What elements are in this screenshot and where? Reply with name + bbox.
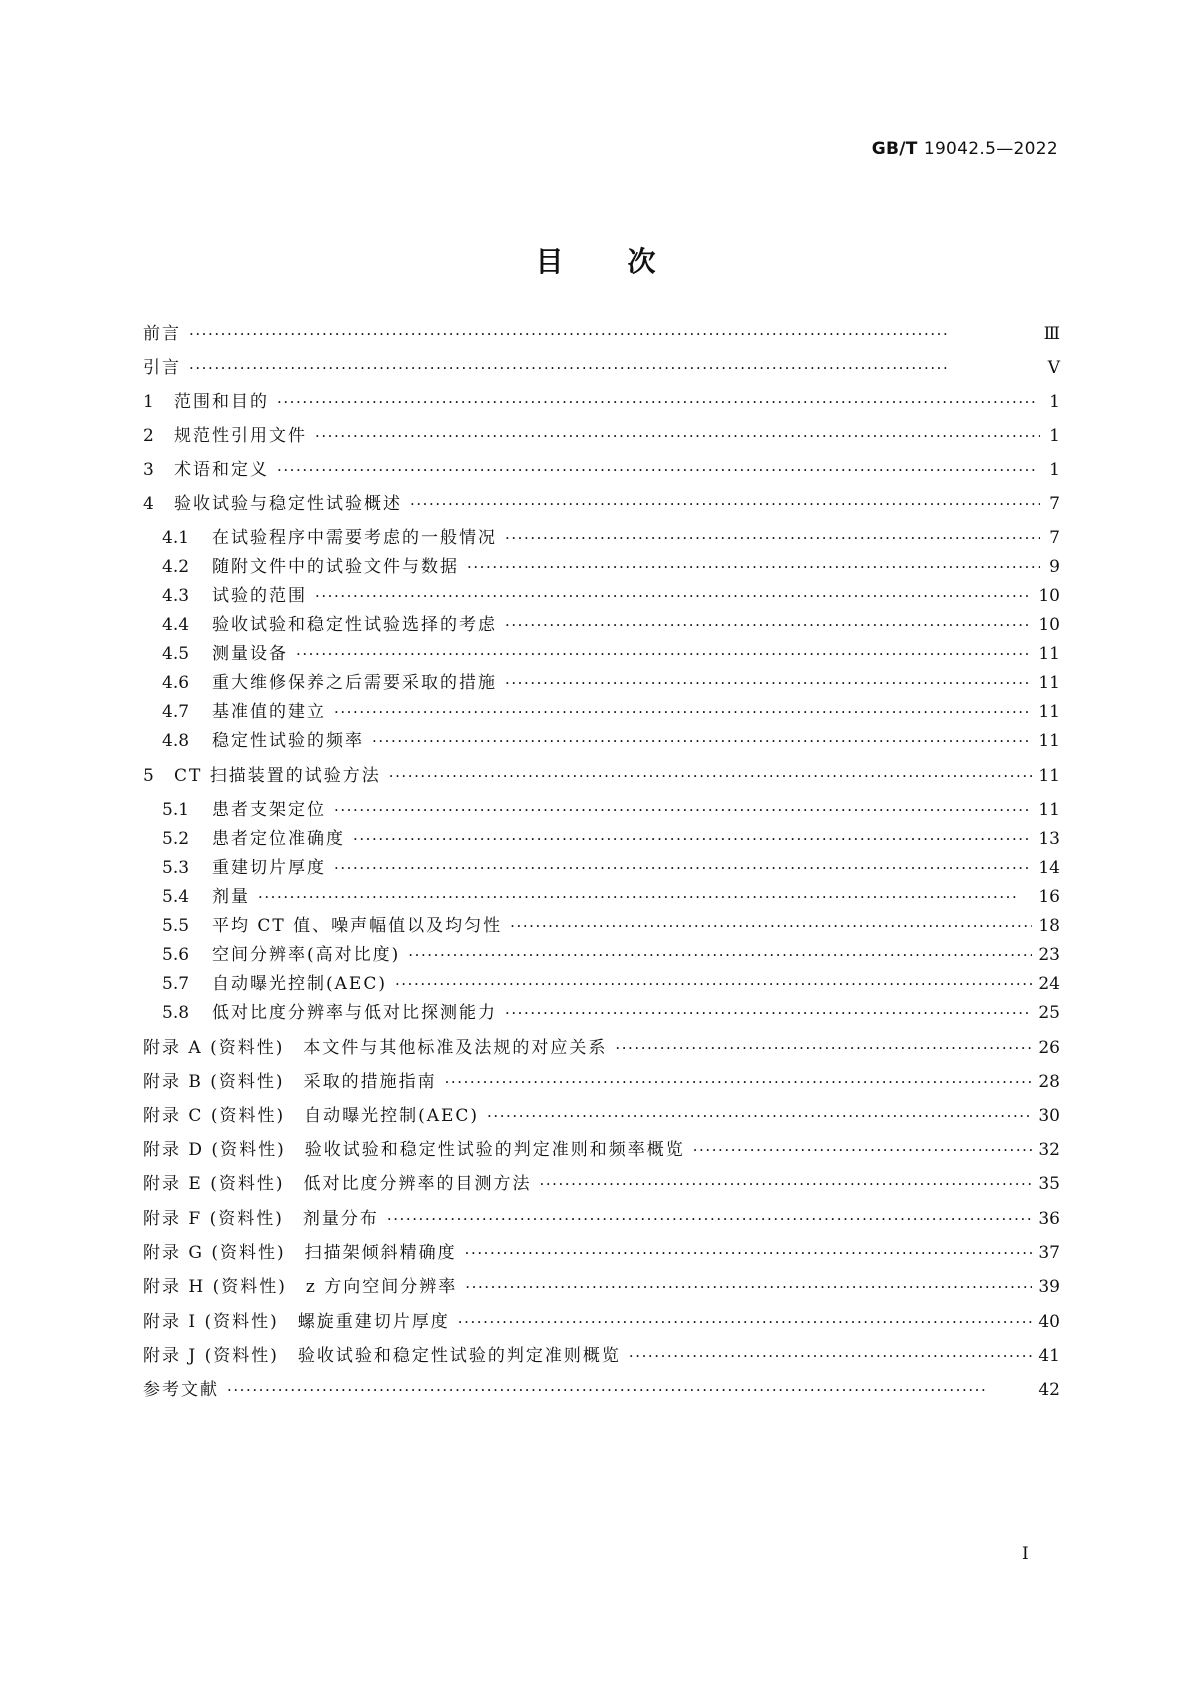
toc-entry-number: 5.4 <box>162 887 190 907</box>
toc-entry-number: 5.6 <box>162 945 190 965</box>
dot-leader <box>410 492 1040 516</box>
dot-leader <box>189 322 1038 346</box>
toc-entry-label: 附录 A (资料性) 本文件与其他标准及法规的对应关系 <box>143 1038 608 1058</box>
toc-entry-label: 空间分辨率(高对比度) <box>212 945 401 965</box>
toc-entry-number: 4.7 <box>162 702 190 722</box>
toc-entry-page: 7 <box>1049 494 1060 514</box>
dot-leader <box>487 1104 1032 1128</box>
toc-entry-label: 患者定位准确度 <box>212 829 345 849</box>
dot-leader <box>465 1275 1032 1299</box>
toc-entry-label: 附录 D (资料性) 验收试验和稳定性试验的判定准则和频率概览 <box>143 1140 685 1160</box>
toc-entry-label: 稳定性试验的频率 <box>212 731 364 751</box>
toc-entry-label: 随附文件中的试验文件与数据 <box>212 557 459 577</box>
toc-entry[interactable] <box>143 1308 1060 1334</box>
toc-entry-number: 5.1 <box>162 800 190 820</box>
toc-entry-page: 13 <box>1038 829 1060 849</box>
toc-entry[interactable] <box>143 1376 1060 1402</box>
toc-entry-label: 附录 I (资料性) 螺旋重建切片厚度 <box>143 1312 450 1332</box>
toc-entry-page: 11 <box>1038 673 1060 693</box>
toc-entry-page: 40 <box>1038 1312 1060 1332</box>
dot-leader <box>372 729 1032 753</box>
toc-entry-number: 5.5 <box>162 916 190 936</box>
dot-leader <box>296 642 1032 666</box>
standard-prefix: GB/T <box>871 139 918 159</box>
dot-leader <box>277 390 1040 414</box>
dot-leader <box>458 1310 1033 1334</box>
dot-leader <box>629 1344 1032 1368</box>
toc-entry-number: 4.4 <box>162 615 190 635</box>
toc-entry-label: 试验的范围 <box>212 586 307 606</box>
toc-entry[interactable] <box>162 912 1060 938</box>
toc-entry-number: 5.8 <box>162 1003 190 1023</box>
standard-number: 19042.5—2022 <box>923 139 1058 159</box>
toc-entry[interactable] <box>162 999 1060 1025</box>
toc-entry-page: 10 <box>1038 615 1060 635</box>
page-number: I <box>1022 1544 1029 1564</box>
toc-entry-number: 2 <box>143 426 154 446</box>
toc-entry-number: 5.3 <box>162 858 190 878</box>
toc-entry-label: 附录 E (资料性) 低对比度分辨率的目测方法 <box>143 1174 532 1194</box>
dot-leader <box>277 458 1040 482</box>
toc-entry[interactable] <box>143 762 1060 788</box>
toc-entry-label: 重大维修保养之后需要采取的措施 <box>212 673 497 693</box>
toc-entry-number: 4 <box>143 494 154 514</box>
toc-entry-page: 36 <box>1038 1209 1060 1229</box>
toc-entry-page: 11 <box>1038 702 1060 722</box>
toc-entry[interactable] <box>143 354 1060 380</box>
toc-entry-page: 16 <box>1038 887 1060 907</box>
dot-leader <box>408 943 1032 967</box>
standard-code <box>872 139 1058 159</box>
dot-leader <box>315 424 1040 448</box>
toc-entry[interactable] <box>162 825 1060 851</box>
toc-entry[interactable] <box>162 883 1060 909</box>
dot-leader <box>334 856 1032 880</box>
toc-entry-number: 5.2 <box>162 829 190 849</box>
toc-entry-number: 4.5 <box>162 644 190 664</box>
toc-entry[interactable] <box>143 1170 1060 1196</box>
toc-entry[interactable] <box>143 456 1060 482</box>
toc-entry-page: 32 <box>1038 1140 1060 1160</box>
toc-entry-label: 自动曝光控制(AEC) <box>212 974 387 994</box>
dot-leader <box>334 798 1032 822</box>
toc-entry[interactable] <box>143 422 1060 448</box>
toc-entry-label: 附录 F (资料性) 剂量分布 <box>143 1209 379 1229</box>
toc-entry-label: 引言 <box>143 358 181 378</box>
dot-leader <box>395 972 1032 996</box>
toc-entry[interactable] <box>143 1239 1060 1265</box>
toc-entry-number: 5 <box>143 766 154 786</box>
toc-entry-label: 在试验程序中需要考虑的一般情况 <box>212 528 497 548</box>
toc-entry[interactable] <box>162 669 1060 695</box>
toc-entry-label: 测量设备 <box>212 644 288 664</box>
toc-entry-label: 参考文献 <box>143 1380 219 1400</box>
toc-entry-page: 25 <box>1038 1003 1060 1023</box>
toc-entry[interactable] <box>162 611 1060 637</box>
dot-leader <box>510 914 1032 938</box>
toc-entry-page: Ⅲ <box>1043 324 1060 344</box>
toc-entry[interactable] <box>162 553 1060 579</box>
toc-entry-page: 1 <box>1049 392 1060 412</box>
toc-entry-page: 28 <box>1038 1072 1060 1092</box>
toc-entry-label: 低对比度分辨率与低对比探测能力 <box>212 1003 497 1023</box>
toc-entry[interactable] <box>143 490 1060 516</box>
toc-entry[interactable] <box>162 640 1060 666</box>
toc-entry-page: 39 <box>1038 1277 1060 1297</box>
toc-entry-label: 重建切片厚度 <box>212 858 326 878</box>
toc-entry-page: 26 <box>1038 1038 1060 1058</box>
toc-entry[interactable] <box>143 1068 1060 1094</box>
toc-entry-page: 35 <box>1038 1174 1060 1194</box>
toc-entry-label: 验收试验和稳定性试验选择的考虑 <box>212 615 497 635</box>
toc-entry-page: Ⅴ <box>1047 358 1060 378</box>
toc-entry-number: 4.6 <box>162 673 190 693</box>
dot-leader <box>465 1241 1033 1265</box>
toc-entry[interactable] <box>162 941 1060 967</box>
toc-entry[interactable] <box>162 796 1060 822</box>
toc-entry-page: 11 <box>1038 800 1060 820</box>
toc-entry-label: 附录 G (资料性) 扫描架倾斜精确度 <box>143 1243 457 1263</box>
dot-leader <box>353 827 1032 851</box>
toc-entry[interactable] <box>162 698 1060 724</box>
dot-leader <box>505 526 1040 550</box>
toc-entry-page: 37 <box>1038 1243 1060 1263</box>
toc-entry-number: 4.8 <box>162 731 190 751</box>
dot-leader <box>505 1001 1032 1025</box>
toc-entry-page: 10 <box>1038 586 1060 606</box>
page-title: 目次 <box>535 245 720 278</box>
toc-entry[interactable] <box>143 1342 1060 1368</box>
dot-leader <box>315 584 1032 608</box>
toc-entry-page: 18 <box>1038 916 1060 936</box>
toc-entry-page: 14 <box>1038 858 1060 878</box>
toc-entry-page: 11 <box>1038 766 1060 786</box>
toc-entry-page: 42 <box>1038 1380 1060 1400</box>
dot-leader <box>615 1036 1032 1060</box>
toc-entry-page: 1 <box>1049 426 1060 446</box>
toc-entry[interactable] <box>162 854 1060 880</box>
toc-entry-number: 4.1 <box>162 528 190 548</box>
dot-leader <box>334 700 1032 724</box>
toc-entry[interactable] <box>143 388 1060 414</box>
toc-entry-number: 4.2 <box>162 557 190 577</box>
toc-entry-label: 附录 J (资料性) 验收试验和稳定性试验的判定准则概览 <box>143 1346 621 1366</box>
toc-entry[interactable] <box>143 1205 1060 1231</box>
dot-leader <box>505 671 1032 695</box>
dot-leader <box>467 555 1040 579</box>
toc-entry[interactable] <box>162 727 1060 753</box>
toc-entry[interactable] <box>162 524 1060 550</box>
toc-entry-label: CT 扫描装置的试验方法 <box>174 766 381 786</box>
toc-entry-number: 5.7 <box>162 974 190 994</box>
toc-entry-page: 30 <box>1038 1106 1060 1126</box>
toc-entry[interactable] <box>143 1273 1060 1299</box>
toc-entry-label: 术语和定义 <box>174 460 269 480</box>
toc-entry[interactable] <box>143 320 1060 346</box>
toc-entry-page: 23 <box>1038 945 1060 965</box>
toc-entry-label: 剂量 <box>212 887 250 907</box>
toc-entry-label: 规范性引用文件 <box>174 426 307 446</box>
dot-leader <box>693 1138 1033 1162</box>
dot-leader <box>227 1378 1032 1402</box>
toc-entry-page: 9 <box>1049 557 1060 577</box>
toc-entry-page: 24 <box>1038 974 1060 994</box>
toc-entry-page: 41 <box>1038 1346 1060 1366</box>
toc-entry-label: 患者支架定位 <box>212 800 326 820</box>
toc-entry-label: 附录 C (资料性) 自动曝光控制(AEC) <box>143 1106 480 1126</box>
dot-leader <box>445 1070 1033 1094</box>
toc-entry-label: 前言 <box>143 324 181 344</box>
dot-leader <box>505 613 1032 637</box>
toc-entry-page: 11 <box>1038 731 1060 751</box>
toc-entry[interactable] <box>143 1136 1060 1162</box>
toc-entry-page: 11 <box>1038 644 1060 664</box>
dot-leader <box>539 1172 1032 1196</box>
toc-entry-label: 附录 B (资料性) 采取的措施指南 <box>143 1072 437 1092</box>
toc-entry-label: 范围和目的 <box>174 392 269 412</box>
toc-entry-label: 基准值的建立 <box>212 702 326 722</box>
toc-entry-page: 7 <box>1049 528 1060 548</box>
toc-entry-number: 3 <box>143 460 154 480</box>
dot-leader <box>389 764 1033 788</box>
toc-entry-number: 4.3 <box>162 586 190 606</box>
toc-entry[interactable] <box>162 582 1060 608</box>
toc-entry-label: 平均 CT 值、噪声幅值以及均匀性 <box>212 916 503 936</box>
dot-leader <box>189 356 1040 380</box>
toc-entry[interactable] <box>143 1034 1060 1060</box>
dot-leader <box>258 885 1032 909</box>
toc-entry-label: 验收试验与稳定性试验概述 <box>174 494 402 514</box>
toc-entry[interactable] <box>143 1102 1060 1128</box>
toc-entry[interactable] <box>162 970 1060 996</box>
toc-entry-page: 1 <box>1049 460 1060 480</box>
toc-entry-number: 1 <box>143 392 154 412</box>
toc-entry-label: 附录 H (资料性) z 方向空间分辨率 <box>143 1277 458 1297</box>
dot-leader <box>387 1207 1032 1231</box>
